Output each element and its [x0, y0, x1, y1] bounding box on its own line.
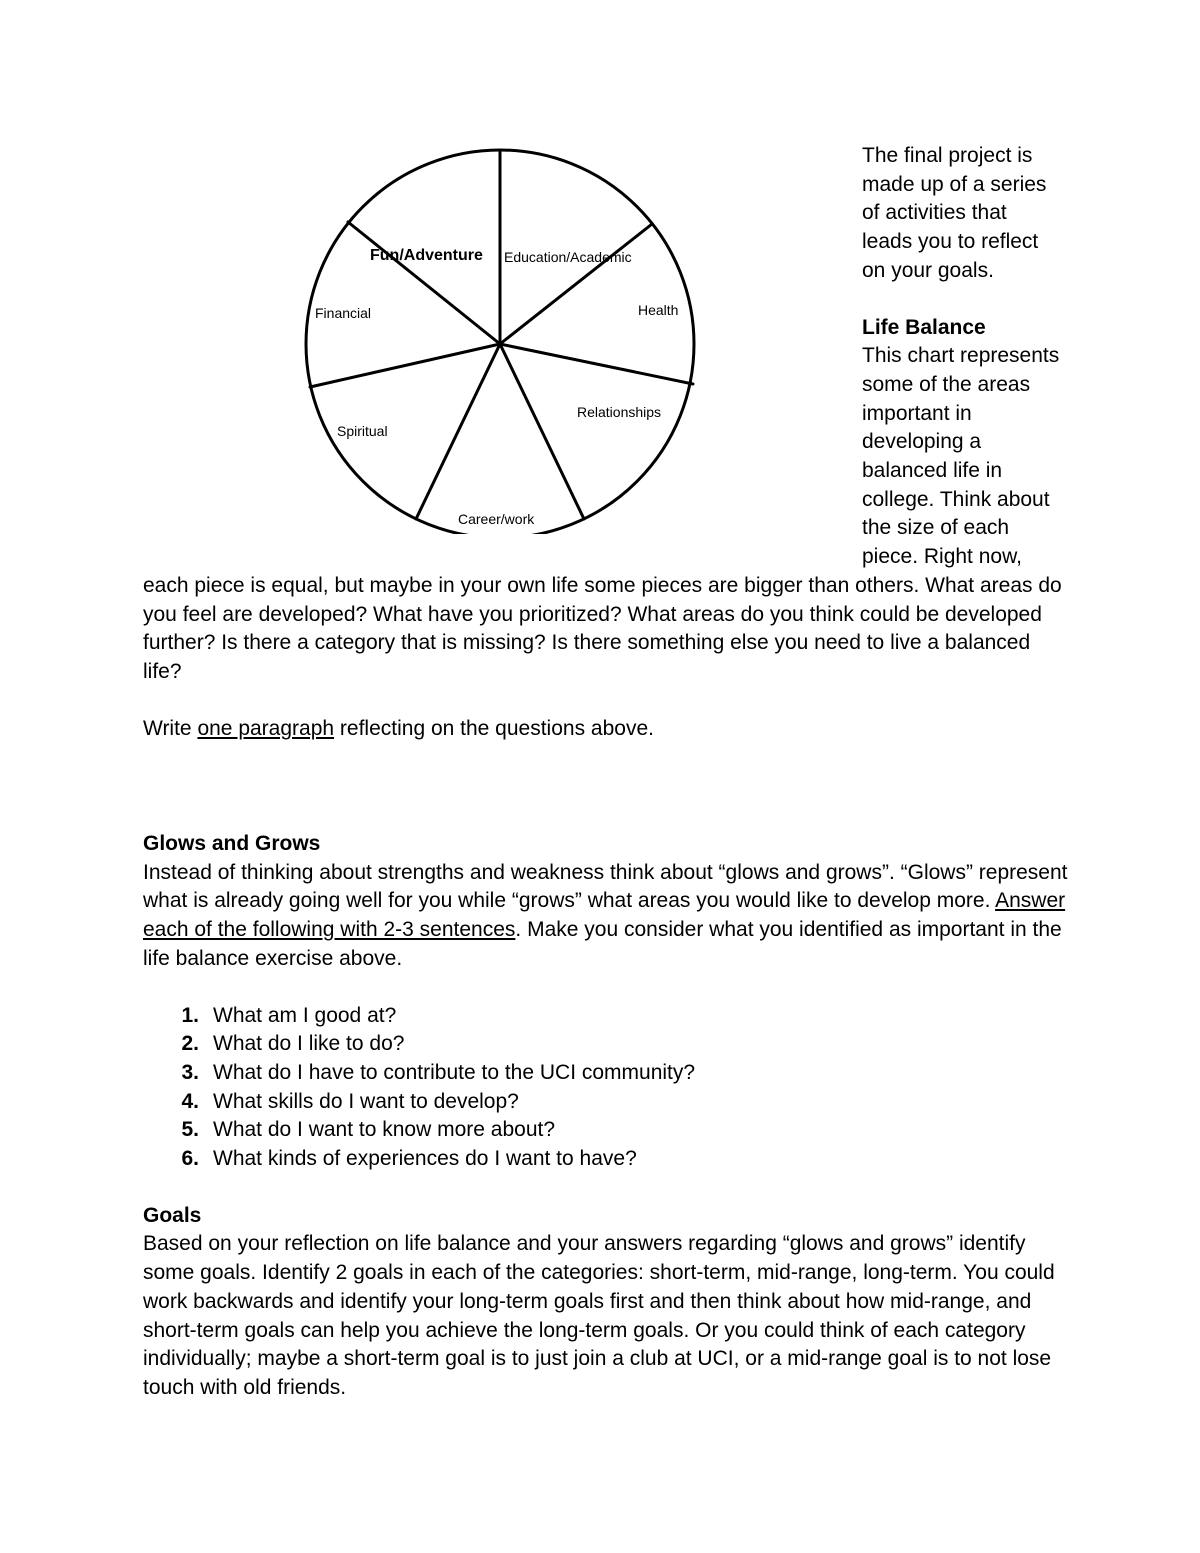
list-text: What do I want to know more about? [213, 1118, 556, 1142]
side-column [862, 142, 1062, 572]
list-item [143, 1088, 1073, 1117]
goals-body: Based on your reflection on life balance and your answers regarding “glows and grows” identify some goals. Identify 2 goals in each of the categories: short-term, mid-range, long-term. You could work backwards and identify your long-term goals first and then think about how mid-range, and short-term goals can help you achieve the long-term goals. Or you could think of each category individually; maybe a short-term goal is to just join a club at UCI, or a mid-range goal is to not lose touch with old friends. [143, 1232, 1055, 1399]
list-text: What do I like to do? [213, 1032, 405, 1056]
list-number: 5. [181, 1118, 199, 1142]
list-number: 6. [181, 1147, 199, 1171]
write-post: reflecting on the questions above. [334, 716, 654, 740]
glows-body-pre: Instead of thinking about strengths and weakness think about “glows and grows”. “Glows” represent what is already going well for you while “grows” what areas you would like to develop more. [143, 860, 1068, 913]
list-text: What am I good at? [213, 1003, 397, 1027]
wheel-label-fun: Fun/Adventure [370, 247, 483, 264]
list-text: What skills do I want to develop? [213, 1089, 519, 1113]
life-balance-heading: Life Balance [862, 315, 986, 339]
list-item [143, 1059, 1073, 1088]
list-number: 1. [181, 1003, 199, 1027]
glows-body-post: . Make you consider what you identified as important in the life balance exercise above. [143, 918, 1062, 970]
glows-goals-section [143, 830, 1073, 1403]
glows-heading: Glows and Grows [143, 832, 321, 855]
wheel-label-education: Education/Academic [504, 249, 632, 265]
write-underlined: one paragraph [197, 716, 335, 740]
glows-questions-list [143, 1002, 1073, 1174]
list-number: 3. [181, 1060, 199, 1084]
write-pre: Write [143, 716, 198, 740]
list-item [143, 1002, 1073, 1031]
intro-text: The final project is made up of a series of activities that leads you to reflect on your goals. [862, 144, 1047, 282]
list-item [143, 1030, 1073, 1059]
list-number: 2. [181, 1032, 199, 1056]
glows-body [143, 859, 1073, 974]
write-instruction [143, 715, 1073, 744]
wheel-label-financial: Financial [315, 305, 372, 321]
list-text: What do I have to contribute to the UCI community? [213, 1060, 696, 1084]
list-item [143, 1145, 1073, 1174]
life-balance-body-side: This chart represents some of the areas important in developing a balanced life in college. Think about the size of each piece. Right now, [862, 344, 1060, 569]
list-item [143, 1116, 1073, 1145]
list-number: 4. [181, 1089, 199, 1113]
goals-heading: Goals [143, 1203, 202, 1227]
wheel-label-spiritual: Spiritual [337, 423, 388, 439]
wheel-label-relationships: Relationships [577, 404, 662, 420]
list-text: What kinds of experiences do I want to have? [213, 1147, 637, 1171]
life-balance-body-cont: each piece is equal, but maybe in your own life some pieces are bigger than others. What areas do you feel are developed? What have you prioritized? What areas do you think could be developed further? Is there a category that is missing? Is there something else you need to live a balanced life? [143, 574, 1062, 684]
life-balance-wheel [300, 144, 700, 534]
wheel-label-health: Health [638, 302, 679, 318]
glows-body-underlined: Answer each of the following with 2-3 sentences [143, 889, 1066, 942]
wheel-label-career: Career/work [458, 511, 535, 527]
life-balance-continuation [143, 572, 1073, 744]
